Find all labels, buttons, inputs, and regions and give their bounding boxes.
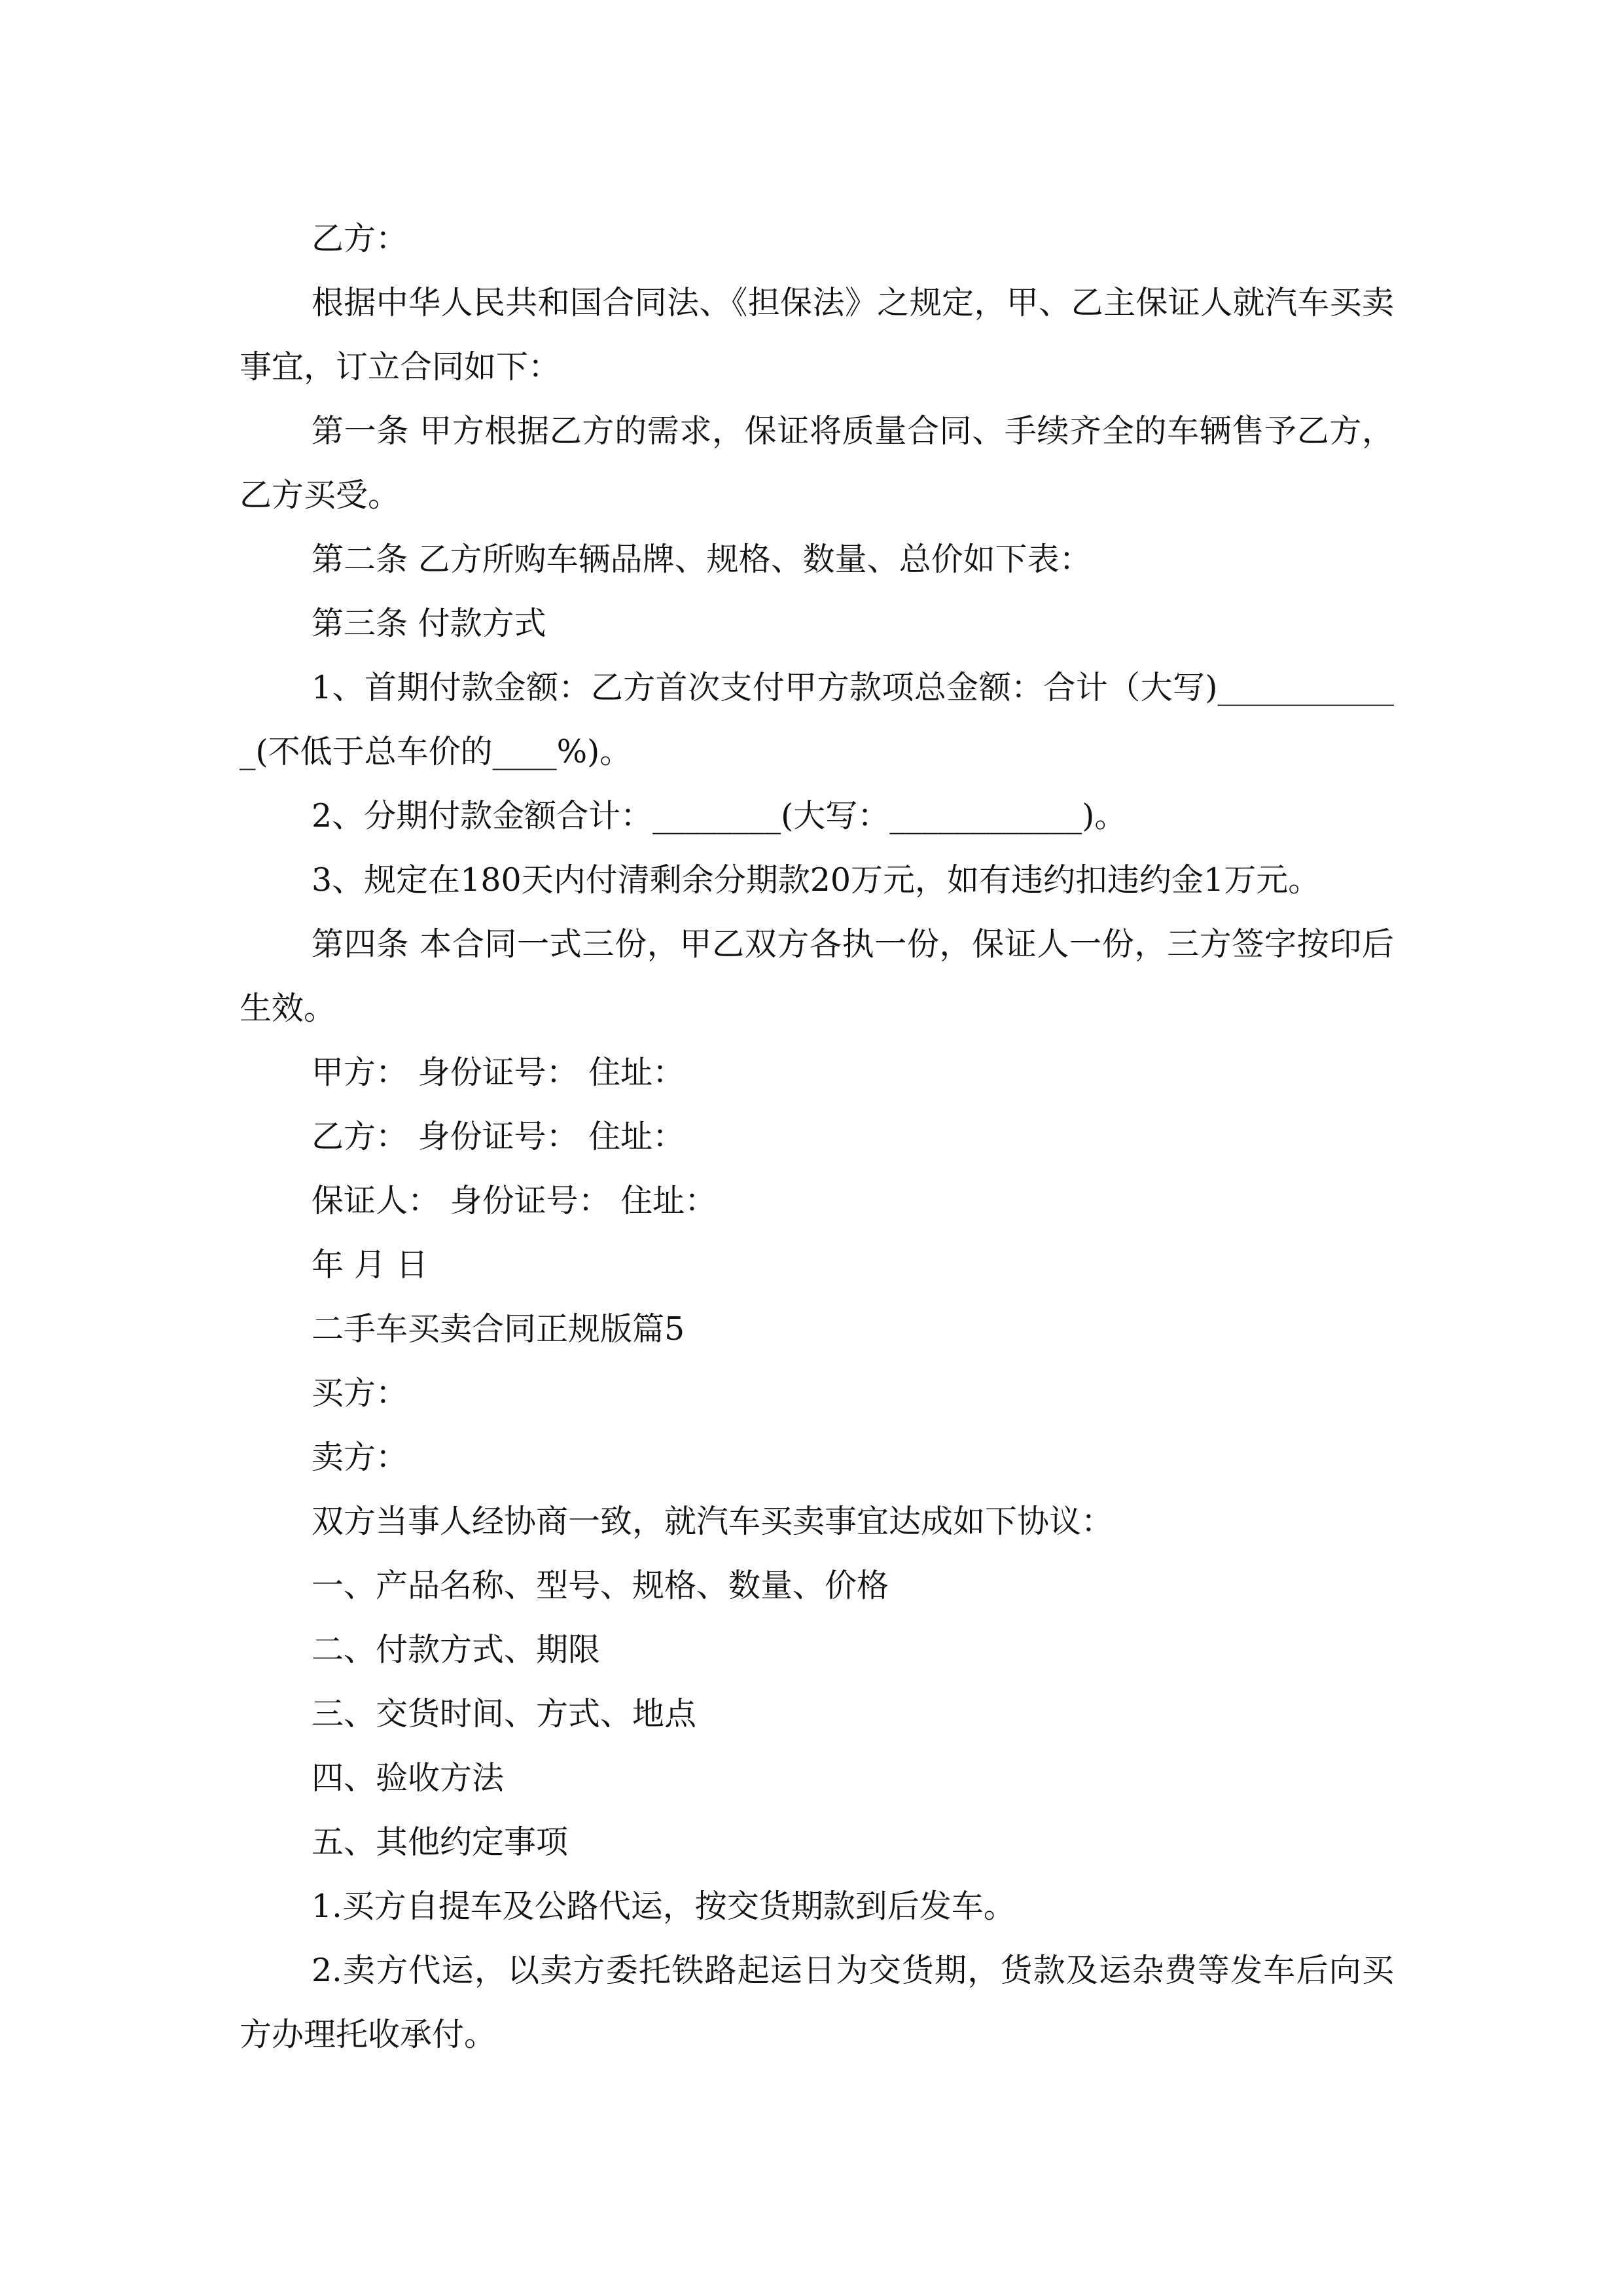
- payment-clause-3: 3、规定在180天内付清剩余分期款20万元，如有违约扣违约金1万元。: [312, 861, 1321, 899]
- item-5: 五、其他约定事项: [312, 1823, 569, 1861]
- buyer-label: 买方：: [312, 1374, 408, 1412]
- article-1: 第一条 甲方根据乙方的需求，保证将质量合同、手续齐全的车辆售予乙方，乙方买受。: [240, 412, 1394, 514]
- delivery-term-1: 1.买方自提车及公路代运，按交货期款到后发车。: [312, 1888, 1016, 1925]
- seller-label: 卖方：: [312, 1439, 408, 1476]
- party-b-signature-line: 乙方： 身份证号： 住址：: [312, 1118, 685, 1155]
- article-3-heading: 第三条 付款方式: [312, 605, 546, 642]
- section-heading: 二手车买卖合同正规版篇5: [312, 1310, 685, 1348]
- item-4: 四、验收方法: [312, 1759, 505, 1797]
- guarantor-signature-line: 保证人： 身份证号： 住址：: [312, 1182, 717, 1219]
- party-a-signature-line: 甲方： 身份证号： 住址：: [312, 1054, 685, 1091]
- article-2: 第二条 乙方所购车辆品牌、规格、数量、总价如下表：: [312, 541, 1092, 578]
- date-line: 年 月 日: [312, 1246, 429, 1283]
- agreement-intro: 双方当事人经协商一致，就汽车买卖事宜达成如下协议：: [312, 1503, 1114, 1540]
- item-1: 一、产品名称、型号、规格、数量、价格: [312, 1567, 889, 1604]
- delivery-term-2: 2.卖方代运，以卖方委托铁路起运日为交货期，货款及运杂费等发车后向买方办理托收承付。: [240, 1952, 1394, 2053]
- item-3: 三、交货时间、方式、地点: [312, 1695, 697, 1732]
- payment-clause-1: 1、首期付款金额：乙方首次支付甲方款项总金额：合计（大写)____________(不低于总车价的____%)。: [240, 669, 1394, 770]
- party-b-label: 乙方：: [312, 220, 408, 257]
- item-2: 二、付款方式、期限: [312, 1631, 601, 1668]
- article-4: 第四条 本合同一式三份，甲乙双方各执一份，保证人一份，三方签字按印后生效。: [240, 925, 1394, 1027]
- payment-clause-2: 2、分期付款金额合计：________(大写：____________)。: [312, 797, 1127, 834]
- preamble-paragraph: 根据中华人民共和国合同法、《担保法》之规定，甲、乙主保证人就汽车买卖事宜，订立合同如下：: [240, 284, 1394, 386]
- document-body: [240, 207, 1394, 2067]
